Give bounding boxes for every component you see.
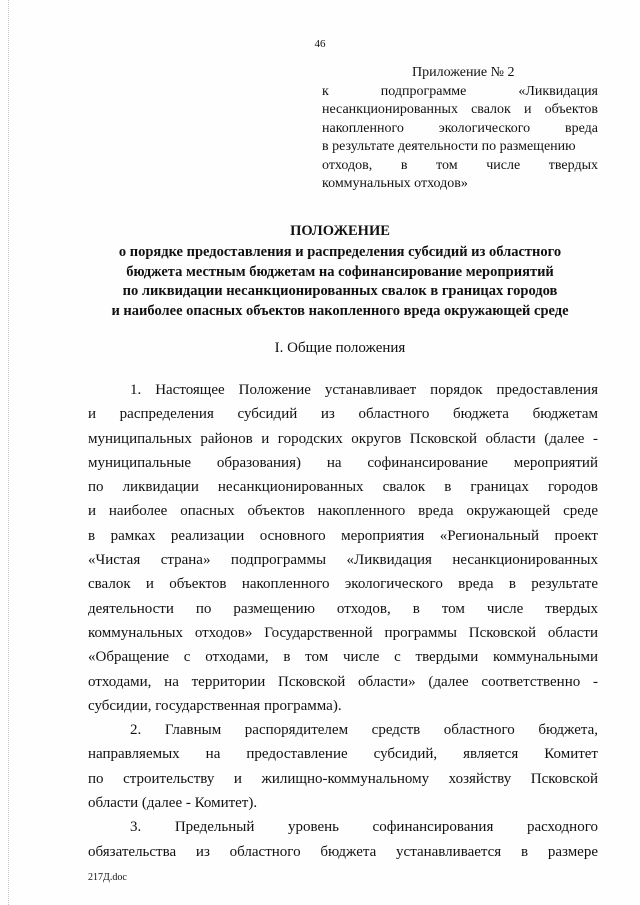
body-line: и распределения субсидий из областного бюджета бюджетам [88,406,598,423]
body-line: свалок и объектов накопленного экологического вреда в результате [88,576,598,593]
body-line: направляемых на предоставление субсидий, является Комитет [88,746,598,763]
body-line: муниципальных районов и городских округов Псковской области (далее - [88,430,598,447]
body-line: отходами, на территории Псковской области» (далее соответственно - [88,673,598,690]
heading-line: по ликвидации несанкционированных свалок в границах городов [122,283,558,299]
document-title: ПОЛОЖЕНИЕ [290,223,390,239]
appendix-note [322,64,598,194]
body-line: 1. Настоящее Положение устанавливает порядок предоставления [130,382,598,398]
body-line: муниципальные образования) на софинансирование мероприятий [88,454,598,471]
body-line: по ликвидации несанкционированных свалок в границах городов [88,479,598,496]
body-line: деятельности по размещению отходов, в том числе твердых [88,600,598,617]
body-line: и наиболее опасных объектов накопленного вреда окружающей среде [88,503,598,520]
file-name-footer: 217Д.doc [88,872,127,883]
appendix-line: в результате деятельности по размещению [322,139,576,154]
body-line: субсидии, государственная программа). [88,697,342,714]
heading-line: о порядке предоставления и распределения субсидий из областного [118,244,562,260]
appendix-line: коммунальных отходов» [322,176,468,191]
body-line: по строительству и жилищно-коммунальному хозяйству Псковской [88,770,598,787]
body-text [88,378,598,864]
body-line: в рамках реализации основного мероприятия «Региональный проект [88,527,598,544]
appendix-line: накопленного экологического вреда [322,120,598,136]
appendix-line: к подпрограмме «Ликвидация [322,83,598,99]
body-line: «Обращение с отходами, в том числе с твердыми коммунальными [88,649,598,666]
body-line: «Чистая страна» подпрограммы «Ликвидация несанкционированных [88,552,598,569]
appendix-title: Приложение № 2 [412,65,515,80]
body-line: обязательства из областного бюджета устанавливается в размере [88,843,598,860]
appendix-line: несанкционированных свалок и объектов [322,102,598,117]
heading-line: и наиболее опасных объектов накопленного вреда окружающей среде [111,302,569,319]
body-line: 3. Предельный уровень софинансирования расходного [130,819,598,836]
document-heading [70,220,610,321]
appendix-line: отходов, в том числе твердых [322,157,598,173]
heading-line: бюджета местным бюджетам на софинансирование мероприятий [126,263,554,280]
body-line: коммунальных отходов» Государственной программы Псковской области [88,624,598,641]
body-line: 2. Главным распорядителем средств областного бюджета, [130,722,598,739]
body-line: области (далее - Комитет). [88,795,258,812]
section-title: I. Общие положения [274,340,406,356]
page-number: 46 [314,38,326,50]
